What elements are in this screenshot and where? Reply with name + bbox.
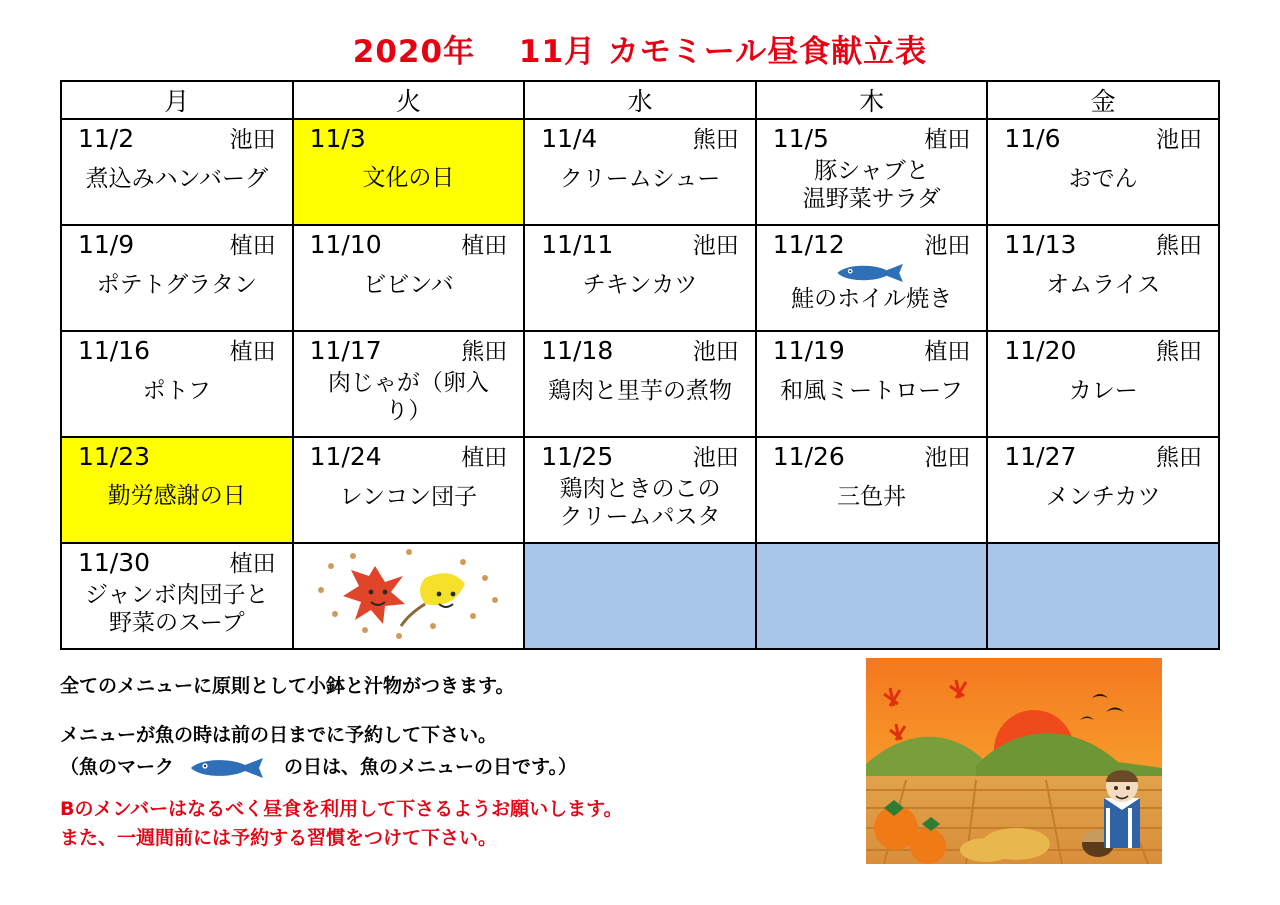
calendar-cell-cook: 熊田 [1156, 233, 1202, 259]
calendar-cell-cook: 池田 [229, 127, 276, 153]
calendar-cell-menu: ポトフ [142, 377, 211, 404]
calendar-cell [61, 543, 293, 649]
calendar-cell-menu: 和風ミートローフ [780, 377, 963, 404]
page-title: 2020年 11月 カモミール昼食献立表 [352, 34, 928, 70]
notes-red-block [60, 795, 860, 854]
calendar-cell [524, 119, 756, 225]
calendar-cell-header [294, 120, 524, 154]
calendar-cell-menu: 鶏肉ときのこの クリームパスタ [559, 475, 721, 530]
calendar-cell [987, 331, 1219, 437]
column-header-wed: 水 [524, 81, 756, 119]
note-red-line-1: Bのメンバーはなるべく昼食を利用して下さるようお願いします。 [60, 798, 623, 820]
calendar-cell-cook: 池田 [1156, 127, 1202, 153]
calendar-cell [987, 119, 1219, 225]
calendar-cell-cook: 植田 [229, 551, 276, 577]
calendar-cell-menu: 豚シャブと 温野菜サラダ [802, 157, 941, 212]
calendar-cell-empty [524, 543, 756, 649]
table-row [61, 119, 1219, 225]
calendar-cell-menu: ポテトグラタン [96, 271, 257, 298]
calendar-cell-header [294, 332, 524, 367]
calendar-cell-header [62, 438, 292, 472]
calendar-cell-header [525, 332, 755, 367]
calendar-cell-header [525, 226, 755, 261]
calendar-cell-date: 11/9 [78, 230, 135, 259]
calendar-cell-cook: 熊田 [692, 127, 739, 153]
calendar-cell-empty [987, 543, 1219, 649]
calendar-cell-date: 11/2 [78, 124, 135, 153]
calendar-cell-header [62, 332, 292, 367]
maple-ginkgo-leaves-icon [294, 544, 524, 648]
calendar-cell-cook: 熊田 [1156, 339, 1202, 365]
calendar-cell [61, 119, 293, 225]
calendar-cell-header [757, 226, 987, 261]
calendar-cell [61, 331, 293, 437]
calendar-cell-header [525, 120, 755, 155]
calendar-cell-date: 11/25 [541, 442, 614, 471]
calendar-cell-menu: 肉じゃが（卵入 り） [327, 369, 489, 424]
calendar-cell-header [525, 438, 755, 473]
note-red-line-2: また、一週間前には予約する習慣をつけて下さい。 [60, 827, 498, 850]
calendar-cell [756, 119, 988, 225]
calendar-cell-menu: メンチカツ [1045, 483, 1161, 510]
calendar-cell-date: 11/13 [1004, 230, 1077, 259]
calendar-cell-date: 11/12 [772, 230, 845, 259]
calendar-cell-date: 11/23 [78, 442, 151, 471]
calendar-cell [756, 437, 988, 543]
calendar-cell [293, 225, 525, 331]
calendar-cell-header [62, 226, 292, 261]
calendar-cell [293, 437, 525, 543]
calendar-cell-menu: 文化の日 [362, 165, 455, 192]
calendar-cell-date: 11/18 [541, 336, 614, 365]
calendar-cell-holiday [61, 437, 293, 543]
calendar-cell-cook: 熊田 [461, 339, 508, 365]
calendar-cell-cook: 植田 [924, 127, 971, 153]
calendar-cell-header [294, 226, 524, 261]
calendar-cell-date: 11/11 [541, 230, 614, 259]
calendar-cell-header [988, 332, 1218, 367]
calendar-cell-cook: 植田 [229, 233, 276, 259]
fish-icon-svg [187, 757, 271, 779]
calendar-cell-menu: チキンカツ [582, 271, 698, 298]
calendar-cell-cook: 植田 [924, 339, 971, 365]
table-row [61, 543, 1219, 649]
calendar-cell-cook: 池田 [924, 445, 971, 471]
calendar-cell-header [757, 332, 987, 367]
calendar-cell-header [62, 120, 292, 155]
note-line-3 [60, 753, 840, 782]
autumn-illustration-svg [866, 658, 1162, 864]
menu-table-body [61, 119, 1219, 649]
calendar-cell-menu: ジャンボ肉団子と 野菜のスープ [85, 581, 269, 636]
table-row [61, 437, 1219, 543]
calendar-cell-header [62, 544, 292, 579]
calendar-cell [987, 437, 1219, 543]
calendar-cell [293, 331, 525, 437]
calendar-cell-header [757, 120, 987, 155]
note-line-3-prefix: （魚のマーク [60, 756, 175, 778]
calendar-cell-cook: 池田 [692, 445, 739, 471]
autumn-illustration [866, 658, 1162, 864]
notes-block [60, 672, 840, 786]
calendar-cell-cook: 池田 [924, 233, 971, 259]
calendar-cell-holiday [293, 119, 525, 225]
calendar-cell-date: 11/16 [78, 336, 151, 365]
calendar-cell-cook: 熊田 [1156, 445, 1202, 471]
calendar-cell-date: 11/6 [1004, 124, 1061, 153]
calendar-cell [61, 225, 293, 331]
calendar-cell [756, 225, 988, 331]
calendar-cell-empty [756, 543, 988, 649]
calendar-cell-date: 11/19 [772, 336, 845, 365]
farmer-figure [1104, 770, 1140, 848]
calendar-cell-menu: 鮭のホイル焼き [791, 285, 953, 312]
calendar-cell-cook: 植田 [229, 339, 276, 365]
table-header-row [61, 81, 1219, 119]
calendar-cell-menu: カレー [1068, 377, 1138, 404]
calendar-cell-date: 11/26 [772, 442, 845, 471]
calendar-cell-header [294, 438, 524, 473]
calendar-cell-date: 11/20 [1004, 336, 1077, 365]
calendar-cell-cook: 池田 [692, 339, 739, 365]
calendar-cell-menu: ビビンバ [363, 271, 454, 298]
calendar-cell-date: 11/4 [541, 124, 598, 153]
calendar-cell-date: 11/24 [309, 442, 382, 471]
calendar-cell-date: 11/17 [309, 336, 382, 365]
note-line-1: 全てのメニューに原則として小鉢と汁物がつきます。 [60, 675, 515, 697]
fish-icon [174, 753, 284, 782]
calendar-cell-menu: 煮込みハンバーグ [85, 165, 268, 192]
calendar-cell-date: 11/10 [309, 230, 382, 259]
calendar-cell [524, 225, 756, 331]
note-line-3-suffix: の日は、魚のメニューの日です。） [284, 756, 577, 778]
note-line-2: メニューが魚の時は前の日までに予約して下さい。 [60, 723, 498, 746]
calendar-cell-menu: 勤労感謝の日 [107, 483, 246, 510]
calendar-cell-header [988, 226, 1218, 261]
calendar-cell [524, 437, 756, 543]
column-header-thu: 木 [756, 81, 988, 119]
calendar-cell [756, 331, 988, 437]
calendar-cell-date: 11/3 [309, 124, 366, 153]
calendar-cell [524, 331, 756, 437]
calendar-cell [987, 225, 1219, 331]
calendar-cell-header [988, 120, 1218, 155]
calendar-cell-header [757, 438, 987, 473]
fish-icon [757, 263, 987, 285]
calendar-cell-menu: 三色丼 [837, 483, 907, 510]
table-row [61, 225, 1219, 331]
calendar-cell-menu: 鶏肉と里芋の煮物 [547, 377, 732, 404]
calendar-cell-header [988, 438, 1218, 473]
calendar-cell-menu: オムライス [1046, 271, 1161, 298]
calendar-cell-cook: 植田 [461, 445, 508, 471]
calendar-cell-cook: 植田 [461, 233, 508, 259]
column-header-mon: 月 [61, 81, 293, 119]
calendar-cell-menu: おでん [1068, 165, 1138, 192]
calendar-cell-menu: レンコン団子 [339, 483, 478, 510]
calendar-cell-date: 11/5 [772, 124, 829, 153]
calendar-cell-date: 11/27 [1004, 442, 1077, 471]
menu-table [60, 80, 1220, 650]
calendar-cell-cook: 池田 [692, 233, 739, 259]
column-header-fri: 金 [987, 81, 1219, 119]
calendar-cell-date: 11/30 [78, 548, 151, 577]
calendar-cell-menu: クリームシュー [559, 165, 721, 192]
column-header-tue: 火 [293, 81, 525, 119]
table-row [61, 331, 1219, 437]
calendar-cell-decoration [293, 543, 525, 649]
